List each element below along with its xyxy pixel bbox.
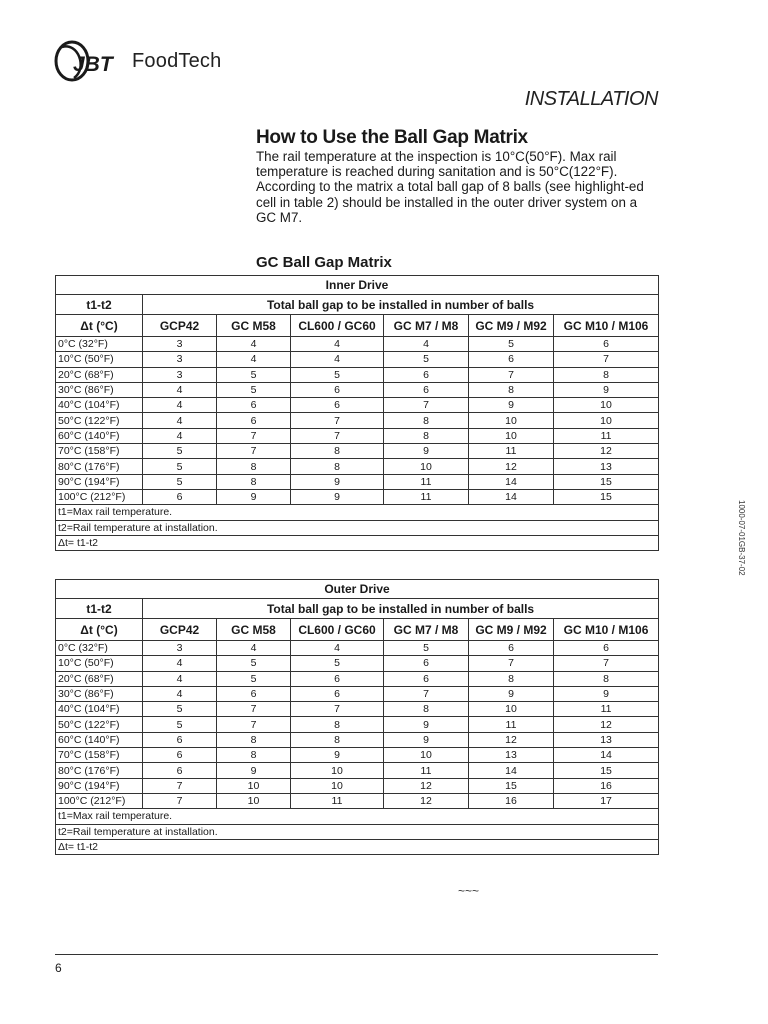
- ball-gap-cell: 10: [469, 702, 554, 717]
- table-row: [56, 686, 659, 701]
- ball-gap-cell: 16: [554, 778, 659, 793]
- ball-gap-cell: 4: [384, 337, 469, 352]
- ball-gap-cell: 17: [554, 793, 659, 808]
- table-row: [56, 778, 659, 793]
- ball-gap-cell: 7: [291, 702, 384, 717]
- table-row: [56, 428, 659, 443]
- page-number: 6: [55, 961, 62, 975]
- temperature-cell: 10°C (50°F): [56, 352, 143, 367]
- ball-gap-cell: 12: [384, 778, 469, 793]
- ball-gap-cell: 7: [469, 367, 554, 382]
- table-caption: Outer Drive: [56, 580, 659, 599]
- ball-gap-cell: 13: [469, 748, 554, 763]
- ball-gap-cell: 7: [217, 717, 291, 732]
- ball-gap-cell: 8: [384, 702, 469, 717]
- table-row: [56, 352, 659, 367]
- total-label: Total ball gap to be installed in number of balls: [143, 295, 659, 315]
- ball-gap-cell: 11: [384, 474, 469, 489]
- column-header: GC M7 / M8: [384, 619, 469, 641]
- outer-drive-table: [55, 579, 659, 855]
- squiggle-mark: ~~~: [458, 884, 480, 898]
- table-caption: Inner Drive: [56, 276, 659, 295]
- ball-gap-cell: 4: [143, 398, 217, 413]
- ball-gap-cell: 15: [554, 489, 659, 504]
- ball-gap-cell: 7: [143, 778, 217, 793]
- ball-gap-cell: 4: [217, 352, 291, 367]
- column-header: GC M58: [217, 619, 291, 641]
- ball-gap-cell: 5: [143, 474, 217, 489]
- table-row: [56, 337, 659, 352]
- column-header: GC M9 / M92: [469, 315, 554, 337]
- logo-foodtech-text: FoodTech: [132, 50, 222, 72]
- ball-gap-cell: 10: [291, 778, 384, 793]
- document-code-text: 1000-07-01GB-37-02: [737, 500, 746, 576]
- ball-gap-cell: 15: [554, 474, 659, 489]
- ball-gap-cell: 8: [217, 459, 291, 474]
- ball-gap-cell: 5: [469, 337, 554, 352]
- ball-gap-cell: 4: [291, 641, 384, 656]
- ball-gap-cell: 9: [291, 474, 384, 489]
- ball-gap-cell: 14: [554, 748, 659, 763]
- ball-gap-cell: 3: [143, 337, 217, 352]
- ball-gap-cell: 7: [291, 428, 384, 443]
- ball-gap-cell: 5: [217, 382, 291, 397]
- total-label: Total ball gap to be installed in number of balls: [143, 599, 659, 619]
- column-header: GC M58: [217, 315, 291, 337]
- temperature-cell: 90°C (194°F): [56, 474, 143, 489]
- delta-header: Δt (°C): [56, 619, 143, 641]
- table-row: [56, 382, 659, 397]
- table-row: [56, 763, 659, 778]
- table-row: [56, 641, 659, 656]
- note-t2: t2=Rail temperature at installation.: [56, 824, 659, 839]
- temperature-cell: 50°C (122°F): [56, 413, 143, 428]
- ball-gap-cell: 4: [143, 382, 217, 397]
- temperature-cell: 40°C (104°F): [56, 398, 143, 413]
- ball-gap-cell: 6: [384, 671, 469, 686]
- ball-gap-cell: 3: [143, 367, 217, 382]
- ball-gap-cell: 13: [554, 459, 659, 474]
- ball-gap-cell: 9: [384, 717, 469, 732]
- ball-gap-cell: 8: [469, 671, 554, 686]
- ball-gap-cell: 7: [217, 702, 291, 717]
- ball-gap-cell: 10: [217, 793, 291, 808]
- temperature-cell: 30°C (86°F): [56, 382, 143, 397]
- ball-gap-cell: 14: [469, 489, 554, 504]
- temperature-cell: 0°C (32°F): [56, 337, 143, 352]
- temperature-cell: 60°C (140°F): [56, 732, 143, 747]
- column-header: CL600 / GC60: [291, 619, 384, 641]
- ball-gap-cell: 5: [217, 367, 291, 382]
- ball-gap-cell: 7: [143, 793, 217, 808]
- ball-gap-cell: 12: [554, 444, 659, 459]
- ball-gap-cell: 4: [217, 641, 291, 656]
- ball-gap-cell: 6: [143, 763, 217, 778]
- column-header: GCP42: [143, 315, 217, 337]
- table-row: [56, 702, 659, 717]
- note-t1: t1=Max rail temperature.: [56, 505, 659, 520]
- ball-gap-cell: 6: [384, 382, 469, 397]
- ball-gap-cell: 10: [554, 413, 659, 428]
- ball-gap-cell: 7: [291, 413, 384, 428]
- ball-gap-cell: 4: [143, 413, 217, 428]
- ball-gap-cell: 6: [143, 489, 217, 504]
- temperature-cell: 50°C (122°F): [56, 717, 143, 732]
- ball-gap-cell: 4: [291, 337, 384, 352]
- temperature-cell: 80°C (176°F): [56, 763, 143, 778]
- ball-gap-cell: 4: [291, 352, 384, 367]
- ball-gap-cell: 6: [384, 656, 469, 671]
- ball-gap-cell: 9: [554, 382, 659, 397]
- table-row: [56, 474, 659, 489]
- ball-gap-cell: 4: [217, 337, 291, 352]
- ball-gap-cell: 10: [384, 459, 469, 474]
- ball-gap-cell: 6: [217, 686, 291, 701]
- ball-gap-cell: 8: [217, 732, 291, 747]
- temperature-cell: 100°C (212°F): [56, 793, 143, 808]
- intro-paragraph: The rail temperature at the inspection is 10°C(50°F). Max rail temperature is reached during sanitation and is 50°C(122°F). According to the matrix a total ball gap of 8 balls (see highlight-ed cell in table 2) should be installed in the outer driver system on a GC M7.: [256, 149, 644, 225]
- note-delta: Δt= t1-t2: [56, 839, 659, 854]
- ball-gap-cell: 15: [469, 778, 554, 793]
- ball-gap-cell: 6: [291, 686, 384, 701]
- ball-gap-cell: 13: [554, 732, 659, 747]
- ball-gap-cell: 6: [384, 367, 469, 382]
- column-header: GC M10 / M106: [554, 619, 659, 641]
- column-header: GC M7 / M8: [384, 315, 469, 337]
- column-header: GC M9 / M92: [469, 619, 554, 641]
- ball-gap-cell: 5: [384, 352, 469, 367]
- t-label: t1-t2: [56, 295, 143, 315]
- ball-gap-cell: 14: [469, 763, 554, 778]
- ball-gap-cell: 12: [469, 732, 554, 747]
- ball-gap-cell: 11: [384, 489, 469, 504]
- ball-gap-cell: 6: [291, 382, 384, 397]
- ball-gap-cell: 7: [469, 656, 554, 671]
- ball-gap-cell: 9: [291, 748, 384, 763]
- ball-gap-cell: 8: [217, 474, 291, 489]
- ball-gap-cell: 11: [554, 428, 659, 443]
- ball-gap-cell: 6: [143, 732, 217, 747]
- ball-gap-cell: 7: [554, 656, 659, 671]
- temperature-cell: 30°C (86°F): [56, 686, 143, 701]
- table-row: [56, 671, 659, 686]
- ball-gap-cell: 5: [143, 702, 217, 717]
- ball-gap-cell: 6: [217, 398, 291, 413]
- ball-gap-cell: 10: [384, 748, 469, 763]
- ball-gap-cell: 10: [554, 398, 659, 413]
- ball-gap-cell: 8: [469, 382, 554, 397]
- note-t1: t1=Max rail temperature.: [56, 809, 659, 824]
- ball-gap-cell: 6: [469, 641, 554, 656]
- ball-gap-cell: 4: [143, 686, 217, 701]
- ball-gap-cell: 12: [554, 717, 659, 732]
- ball-gap-cell: 3: [143, 352, 217, 367]
- ball-gap-cell: 8: [384, 428, 469, 443]
- ball-gap-cell: 7: [554, 352, 659, 367]
- table-row: [56, 748, 659, 763]
- ball-gap-cell: 8: [554, 671, 659, 686]
- ball-gap-cell: 8: [291, 444, 384, 459]
- ball-gap-cell: 9: [469, 686, 554, 701]
- temperature-cell: 70°C (158°F): [56, 444, 143, 459]
- ball-gap-cell: 6: [469, 352, 554, 367]
- ball-gap-cell: 12: [384, 793, 469, 808]
- page-heading: How to Use the Ball Gap Matrix: [256, 127, 528, 148]
- ball-gap-cell: 9: [291, 489, 384, 504]
- ball-gap-cell: 6: [291, 671, 384, 686]
- ball-gap-cell: 5: [217, 671, 291, 686]
- table-row: [56, 459, 659, 474]
- ball-gap-cell: 8: [217, 748, 291, 763]
- temperature-cell: 0°C (32°F): [56, 641, 143, 656]
- ball-gap-cell: 9: [384, 732, 469, 747]
- temperature-cell: 10°C (50°F): [56, 656, 143, 671]
- table-row: [56, 367, 659, 382]
- ball-gap-cell: 10: [291, 763, 384, 778]
- ball-gap-cell: 5: [384, 641, 469, 656]
- section-title: INSTALLATION: [524, 88, 658, 110]
- jbt-foodtech-logo: [52, 38, 222, 84]
- ball-gap-cell: 12: [469, 459, 554, 474]
- ball-gap-cell: 10: [469, 428, 554, 443]
- ball-gap-cell: 10: [217, 778, 291, 793]
- ball-gap-cell: 7: [384, 686, 469, 701]
- ball-gap-cell: 8: [291, 459, 384, 474]
- table-row: [56, 444, 659, 459]
- ball-gap-cell: 7: [384, 398, 469, 413]
- table-row: [56, 656, 659, 671]
- ball-gap-cell: 4: [143, 428, 217, 443]
- ball-gap-cell: 11: [469, 444, 554, 459]
- ball-gap-cell: 11: [469, 717, 554, 732]
- ball-gap-cell: 9: [217, 489, 291, 504]
- ball-gap-cell: 3: [143, 641, 217, 656]
- temperature-cell: 20°C (68°F): [56, 367, 143, 382]
- table-row: [56, 413, 659, 428]
- temperature-cell: 90°C (194°F): [56, 778, 143, 793]
- temperature-cell: 80°C (176°F): [56, 459, 143, 474]
- ball-gap-cell: 5: [291, 367, 384, 382]
- column-header: GCP42: [143, 619, 217, 641]
- footer-divider: [55, 954, 658, 955]
- ball-gap-cell: 11: [384, 763, 469, 778]
- note-delta: Δt= t1-t2: [56, 535, 659, 550]
- ball-gap-cell: 9: [469, 398, 554, 413]
- ball-gap-cell: 6: [554, 641, 659, 656]
- ball-gap-cell: 5: [143, 717, 217, 732]
- temperature-cell: 100°C (212°F): [56, 489, 143, 504]
- column-header: GC M10 / M106: [554, 315, 659, 337]
- ball-gap-cell: 5: [143, 459, 217, 474]
- ball-gap-cell: 8: [554, 367, 659, 382]
- temperature-cell: 70°C (158°F): [56, 748, 143, 763]
- table-row: [56, 717, 659, 732]
- ball-gap-cell: 6: [217, 413, 291, 428]
- temperature-cell: 20°C (68°F): [56, 671, 143, 686]
- ball-gap-cell: 7: [217, 444, 291, 459]
- ball-gap-cell: 5: [291, 656, 384, 671]
- ball-gap-cell: 9: [554, 686, 659, 701]
- table-row: [56, 793, 659, 808]
- ball-gap-cell: 9: [217, 763, 291, 778]
- inner-drive-table: [55, 275, 659, 551]
- temperature-cell: 40°C (104°F): [56, 702, 143, 717]
- ball-gap-cell: 10: [469, 413, 554, 428]
- ball-gap-cell: 5: [143, 444, 217, 459]
- ball-gap-cell: 7: [217, 428, 291, 443]
- table-row: [56, 732, 659, 747]
- ball-gap-cell: 4: [143, 656, 217, 671]
- ball-gap-cell: 16: [469, 793, 554, 808]
- document-code: [735, 500, 747, 580]
- ball-gap-cell: 8: [291, 717, 384, 732]
- delta-header: Δt (°C): [56, 315, 143, 337]
- table-row: [56, 398, 659, 413]
- ball-gap-cell: 11: [554, 702, 659, 717]
- jbt-logo-icon: [52, 38, 124, 84]
- ball-gap-cell: 6: [143, 748, 217, 763]
- ball-gap-cell: 8: [384, 413, 469, 428]
- ball-gap-cell: 6: [291, 398, 384, 413]
- column-header: CL600 / GC60: [291, 315, 384, 337]
- ball-gap-cell: 11: [291, 793, 384, 808]
- ball-gap-cell: 4: [143, 671, 217, 686]
- matrix-title: GC Ball Gap Matrix: [256, 254, 392, 271]
- ball-gap-cell: 15: [554, 763, 659, 778]
- temperature-cell: 60°C (140°F): [56, 428, 143, 443]
- ball-gap-cell: 6: [554, 337, 659, 352]
- note-t2: t2=Rail temperature at installation.: [56, 520, 659, 535]
- ball-gap-cell: 14: [469, 474, 554, 489]
- t-label: t1-t2: [56, 599, 143, 619]
- table-row: [56, 489, 659, 504]
- svg-text:JBT: JBT: [73, 53, 113, 76]
- ball-gap-cell: 8: [291, 732, 384, 747]
- ball-gap-cell: 5: [217, 656, 291, 671]
- ball-gap-cell: 9: [384, 444, 469, 459]
